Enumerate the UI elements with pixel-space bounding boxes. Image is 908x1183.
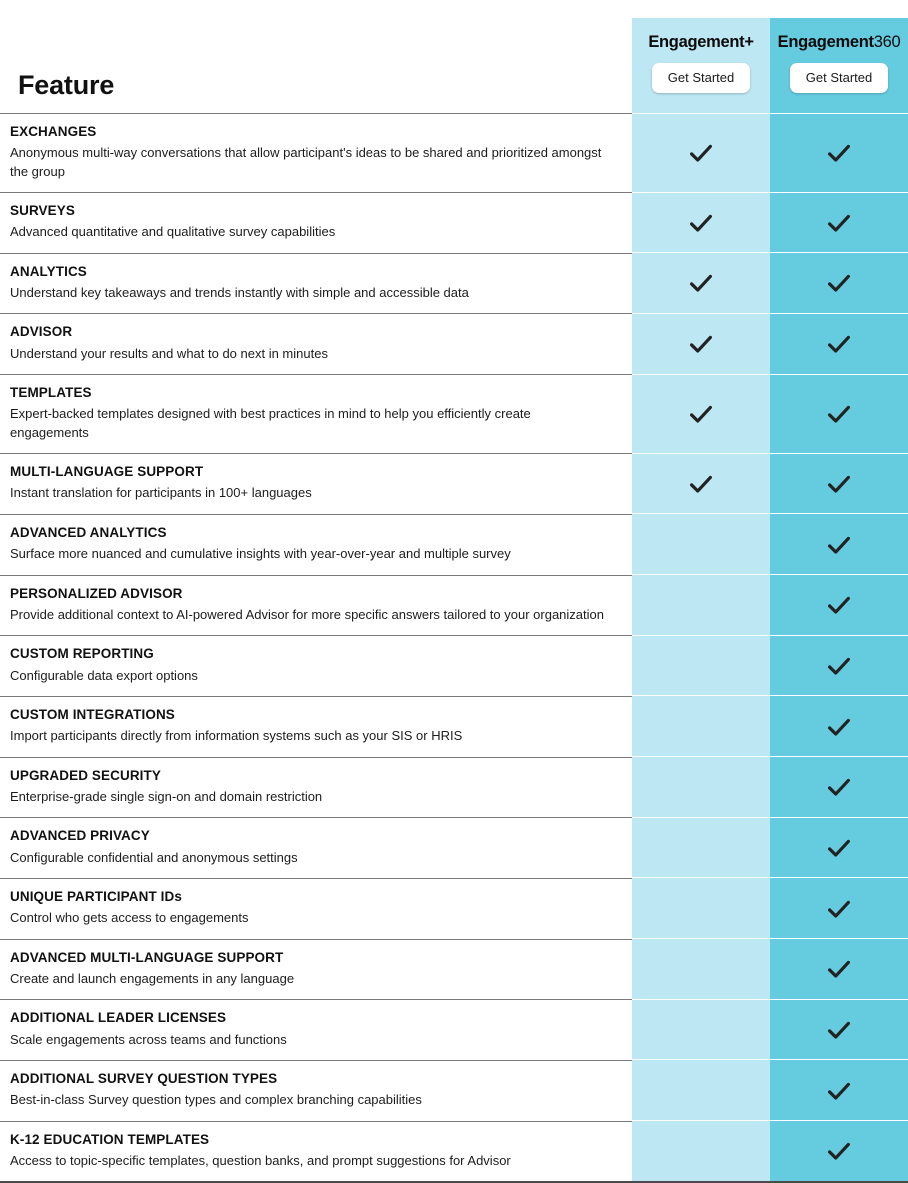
feature-description: Access to topic-specific templates, question banks, and prompt suggestions for Advisor: [10, 1152, 511, 1168]
empty-cell-marker: [686, 833, 716, 863]
availability-cell-engagement-360: [770, 574, 908, 635]
empty-cell-marker: [686, 894, 716, 924]
check-icon: [824, 1015, 854, 1045]
table-row: [0, 757, 908, 818]
feature-cell: [0, 1061, 632, 1121]
feature-description: Scale engagements across teams and functions: [10, 1031, 287, 1047]
feature-name: MULTI-LANGUAGE SUPPORT: [10, 464, 204, 480]
feature-description: Anonymous multi-way conversations that allow participant's ideas to be shared and prioritized amongst the group: [10, 145, 602, 179]
feature-cell: [0, 576, 632, 636]
feature-description: Instant translation for participants in 100+ languages: [10, 485, 312, 501]
feature-cell: [0, 879, 632, 939]
feature-cell: [0, 375, 632, 453]
feature-name: ANALYTICS: [10, 263, 87, 279]
availability-cell-engagement-plus: [632, 877, 770, 938]
availability-cell-engagement-360: [770, 453, 908, 514]
check-icon: [824, 590, 854, 620]
check-icon: [824, 530, 854, 560]
availability-cell-engagement-plus: [632, 695, 770, 756]
table-row: [0, 817, 908, 878]
feature-name: UPGRADED SECURITY: [10, 767, 161, 783]
availability-cell-engagement-plus: [632, 938, 770, 999]
feature-description: Enterprise-grade single sign-on and domain restriction: [10, 788, 323, 804]
table-row: [0, 453, 908, 514]
feature-cell: [0, 1000, 632, 1060]
feature-cell: [0, 193, 632, 253]
feature-description: Understand your results and what to do next in minutes: [10, 345, 328, 361]
availability-cell-engagement-360: [770, 817, 908, 878]
availability-cell-engagement-plus: [632, 192, 770, 253]
plan-name-engagement-plus: [632, 33, 770, 52]
table-row: [0, 939, 908, 1000]
feature-description: Import participants directly from information systems such as your SIS or HRIS: [10, 728, 463, 744]
feature-description: Create and launch engagements in any language: [10, 970, 295, 986]
feature-name: TEMPLATES: [10, 385, 92, 401]
check-icon: [824, 772, 854, 802]
table-row: [0, 1060, 908, 1121]
empty-cell-marker: [686, 772, 716, 802]
availability-cell-engagement-plus: [632, 999, 770, 1060]
table-row: [0, 878, 908, 939]
feature-comparison-table: [0, 113, 908, 1183]
feature-column-heading: Feature: [18, 70, 115, 100]
feature-description: Best-in-class Survey question types and complex branching capabilities: [10, 1092, 422, 1108]
feature-description: Configurable data export options: [10, 667, 198, 683]
check-icon: [824, 954, 854, 984]
empty-cell-marker: [686, 590, 716, 620]
availability-cell-engagement-plus: [632, 374, 770, 454]
feature-cell: [0, 254, 632, 314]
plan-name-main-engagement-360: Engagement: [777, 33, 874, 51]
table-row: [0, 192, 908, 253]
check-icon: [824, 712, 854, 742]
availability-cell-engagement-360: [770, 877, 908, 938]
table-row: [0, 253, 908, 314]
table-row: [0, 1121, 908, 1183]
get-started-button-engagement-360[interactable]: Get Started: [790, 63, 888, 93]
availability-cell-engagement-plus: [632, 453, 770, 514]
check-icon: [824, 1136, 854, 1166]
feature-name: ADDITIONAL SURVEY QUESTION TYPES: [10, 1070, 278, 1086]
feature-description: Provide additional context to AI-powered Advisor for more specific answers tailored to your organization: [10, 606, 604, 622]
table-row: [0, 514, 908, 575]
feature-name: UNIQUE PARTICIPANT IDs: [10, 888, 182, 904]
availability-cell-engagement-360: [770, 695, 908, 756]
feature-description: Advanced quantitative and qualitative survey capabilities: [10, 224, 336, 240]
check-icon: [824, 138, 854, 168]
feature-cell: [0, 1122, 632, 1182]
empty-cell-marker: [686, 530, 716, 560]
check-icon: [824, 268, 854, 298]
check-icon: [824, 894, 854, 924]
table-row: [0, 696, 908, 757]
get-started-button-engagement-plus[interactable]: Get Started: [652, 63, 750, 93]
check-icon: [824, 1076, 854, 1106]
check-icon: [824, 469, 854, 499]
availability-cell-engagement-plus: [632, 635, 770, 696]
availability-cell-engagement-plus: [632, 817, 770, 878]
availability-cell-engagement-plus: [632, 313, 770, 374]
availability-cell-engagement-360: [770, 252, 908, 313]
feature-description: Surface more nuanced and cumulative insights with year-over-year and multiple survey: [10, 546, 511, 562]
availability-cell-engagement-360: [770, 635, 908, 696]
feature-cell: [0, 758, 632, 818]
feature-cell: [0, 818, 632, 878]
table-row: [0, 113, 908, 192]
availability-cell-engagement-plus: [632, 1120, 770, 1181]
check-icon: [686, 268, 716, 298]
feature-name: ADVISOR: [10, 324, 73, 340]
table-header: [0, 18, 908, 113]
check-icon: [824, 833, 854, 863]
feature-cell: [0, 114, 632, 192]
feature-name: ADVANCED ANALYTICS: [10, 524, 167, 540]
availability-cell-engagement-360: [770, 313, 908, 374]
availability-cell-engagement-360: [770, 1059, 908, 1120]
feature-cell: [0, 940, 632, 1000]
table-row: [0, 999, 908, 1060]
feature-description: Configurable confidential and anonymous settings: [10, 849, 298, 865]
empty-cell-marker: [686, 954, 716, 984]
feature-cell: [0, 697, 632, 757]
empty-cell-marker: [686, 1076, 716, 1106]
feature-description: Control who gets access to engagements: [10, 910, 249, 926]
check-icon: [686, 469, 716, 499]
availability-cell-engagement-plus: [632, 756, 770, 817]
feature-name: CUSTOM REPORTING: [10, 646, 154, 662]
availability-cell-engagement-360: [770, 192, 908, 253]
empty-cell-marker: [686, 1015, 716, 1045]
availability-cell-engagement-360: [770, 374, 908, 454]
availability-cell-engagement-360: [770, 1120, 908, 1181]
check-icon: [686, 208, 716, 238]
feature-name: EXCHANGES: [10, 124, 97, 139]
feature-name: ADDITIONAL LEADER LICENSES: [10, 1010, 227, 1026]
check-icon: [686, 138, 716, 168]
check-icon: [686, 329, 716, 359]
feature-name: CUSTOM INTEGRATIONS: [10, 706, 175, 722]
check-icon: [824, 208, 854, 238]
plan-name-suffix-engagement-360: 360: [873, 33, 901, 51]
empty-cell-marker: [686, 651, 716, 681]
availability-cell-engagement-plus: [632, 252, 770, 313]
feature-cell: [0, 454, 632, 514]
feature-cell: [0, 515, 632, 575]
table-row: [0, 575, 908, 636]
feature-name: PERSONALIZED ADVISOR: [10, 585, 183, 601]
table-row: [0, 374, 908, 453]
empty-cell-marker: [686, 1136, 716, 1166]
empty-cell-marker: [686, 712, 716, 742]
check-icon: [824, 399, 854, 429]
feature-description: Expert-backed templates designed with best practices in mind to help you efficiently create engagements: [10, 406, 531, 440]
feature-description: Understand key takeaways and trends instantly with simple and accessible data: [10, 285, 469, 301]
check-icon: [686, 399, 716, 429]
plan-header-engagement-plus: [632, 18, 770, 113]
check-icon: [824, 651, 854, 681]
table-row: [0, 635, 908, 696]
plan-name-main-engagement-plus: Engagement+: [648, 33, 754, 51]
feature-cell: [0, 636, 632, 696]
feature-name: ADVANCED PRIVACY: [10, 828, 150, 844]
feature-name: SURVEYS: [10, 203, 75, 219]
feature-name: ADVANCED MULTI-LANGUAGE SUPPORT: [10, 949, 284, 965]
feature-cell: [0, 314, 632, 374]
availability-cell-engagement-360: [770, 756, 908, 817]
table-row: [0, 313, 908, 374]
availability-cell-engagement-360: [770, 113, 908, 193]
availability-cell-engagement-plus: [632, 513, 770, 574]
feature-name: K-12 EDUCATION TEMPLATES: [10, 1131, 210, 1147]
availability-cell-engagement-360: [770, 938, 908, 999]
check-icon: [824, 329, 854, 359]
plan-header-engagement-360: [770, 18, 908, 113]
availability-cell-engagement-plus: [632, 574, 770, 635]
availability-cell-engagement-plus: [632, 113, 770, 193]
plan-name-engagement-360: [770, 33, 908, 52]
availability-cell-engagement-360: [770, 999, 908, 1060]
availability-cell-engagement-plus: [632, 1059, 770, 1120]
availability-cell-engagement-360: [770, 513, 908, 574]
